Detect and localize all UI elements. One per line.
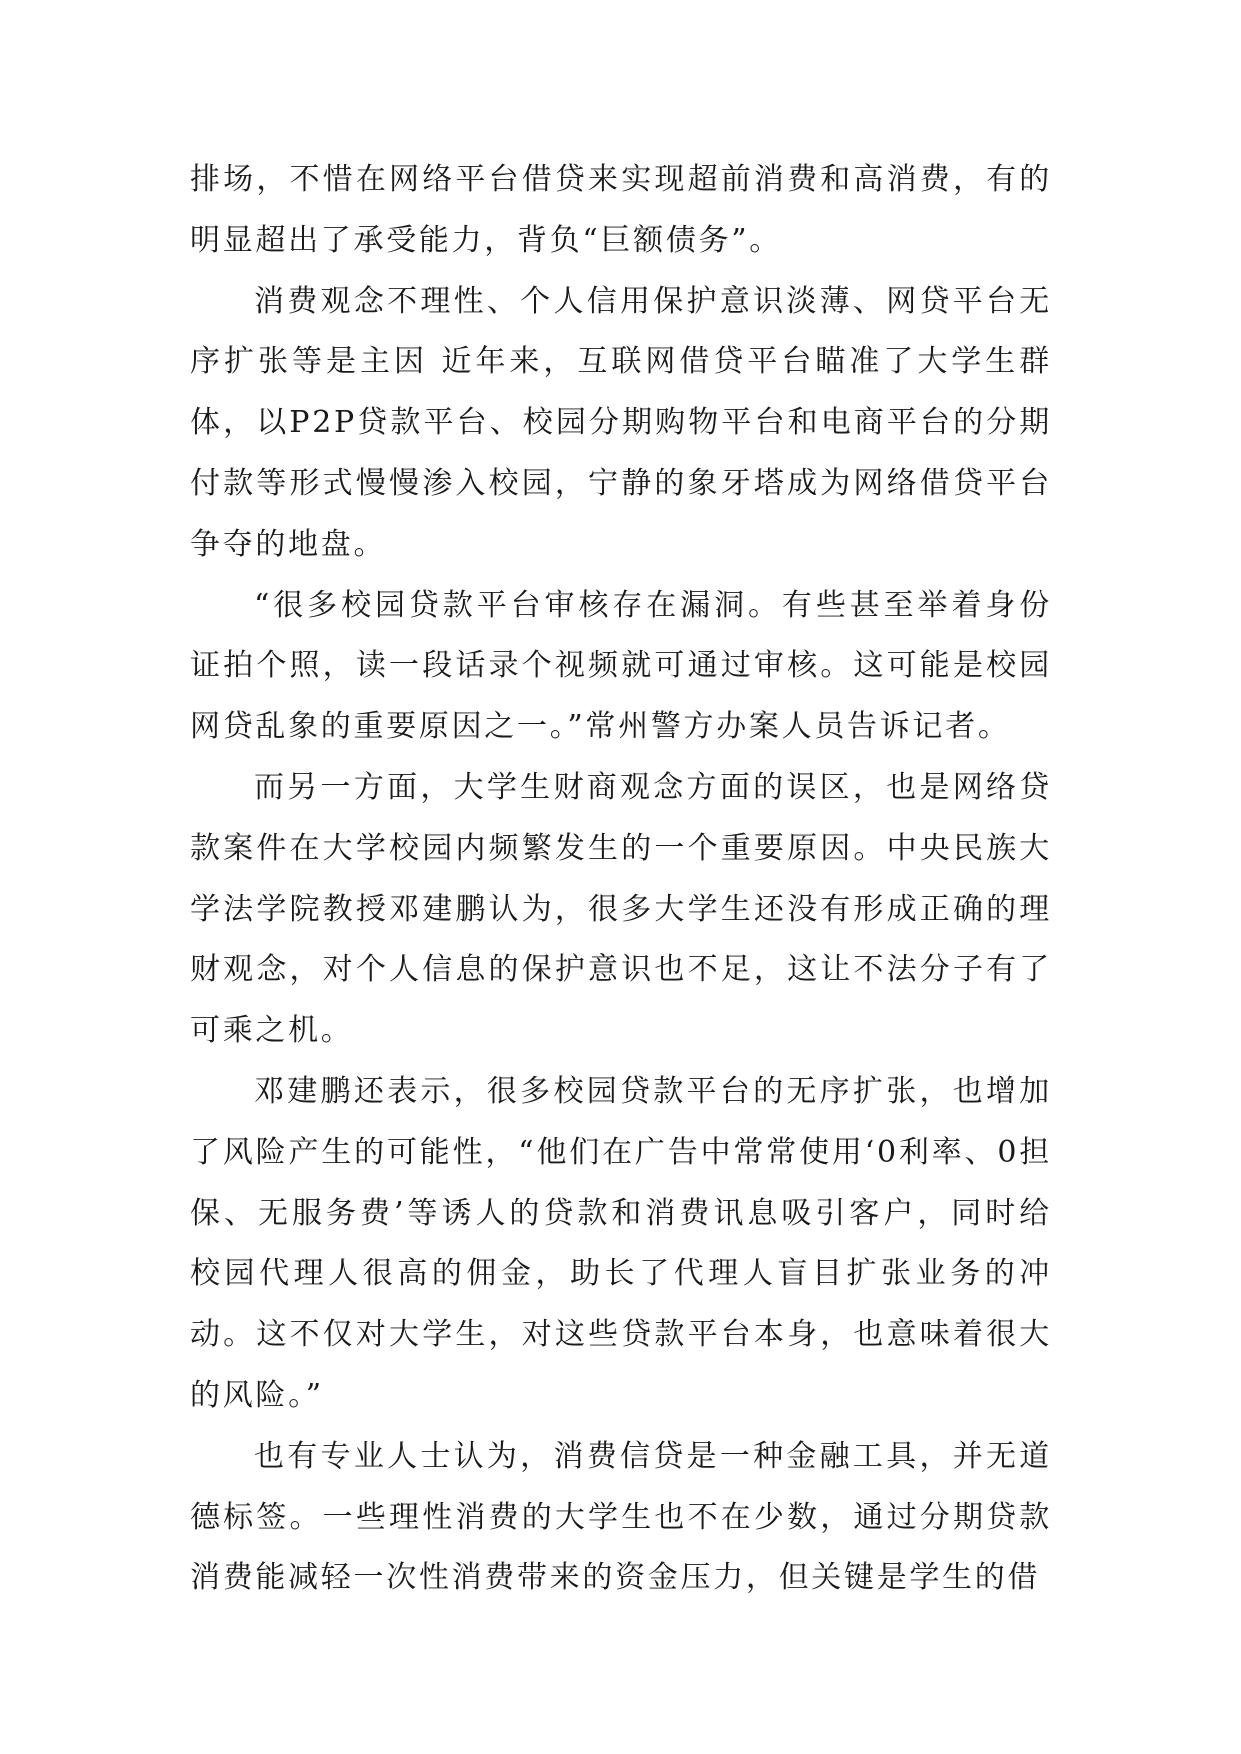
paragraph-4: 而另一方面，大学生财商观念方面的误区，也是网络贷款案件在大学校园内频繁发生的一个重要原因。中央民族大学法学院教授邓建鹏认为，很多大学生还没有形成正确的理财观念，对个人信息的保护意识也不足，这让不法分子有了可乘之机。 — [190, 769, 1052, 1049]
document-page — [190, 150, 1052, 1609]
paragraph-3: “很多校园贷款平台审核存在漏洞。有些甚至举着身份证拍个照，读一段话录个视频就可通过审核。这可能是校园网贷乱象的重要原因之一。”常州警方办案人员告诉记者。 — [190, 587, 1052, 745]
paragraph-2: 消费观念不理性、个人信用保护意识淡薄、网贷平台无序扩张等是主因 近年来，互联网借贷平台瞄准了大学生群体，以P2P贷款平台、校园分期购物平台和电商平台的分期付款等形式慢慢渗入校园，宁静的象牙塔成为网络借贷平台争夺的地盘。 — [190, 283, 1052, 562]
paragraph-5: 邓建鹏还表示，很多校园贷款平台的无序扩张，也增加了风险产生的可能性，“他们在广告中常常使用‘0利率、0担保、无服务费’等诱人的贷款和消费讯息吸引客户，同时给校园代理人很高的佣金，助长了代理人盲目扩张业务的冲动。这不仅对大学生，对这些贷款平台本身，也意味着很大的风险。” — [190, 1073, 1052, 1413]
paragraph-1: 排场，不惜在网络平台借贷来实现超前消费和高消费，有的明显超出了承受能力，背负“巨额债务”。 — [190, 162, 1052, 258]
paragraph-6: 也有专业人士认为，消费信贷是一种金融工具，并无道德标签。一些理性消费的大学生也不在少数，通过分期贷款消费能减轻一次性消费带来的资金压力，但关键是学生的借 — [190, 1438, 1052, 1596]
